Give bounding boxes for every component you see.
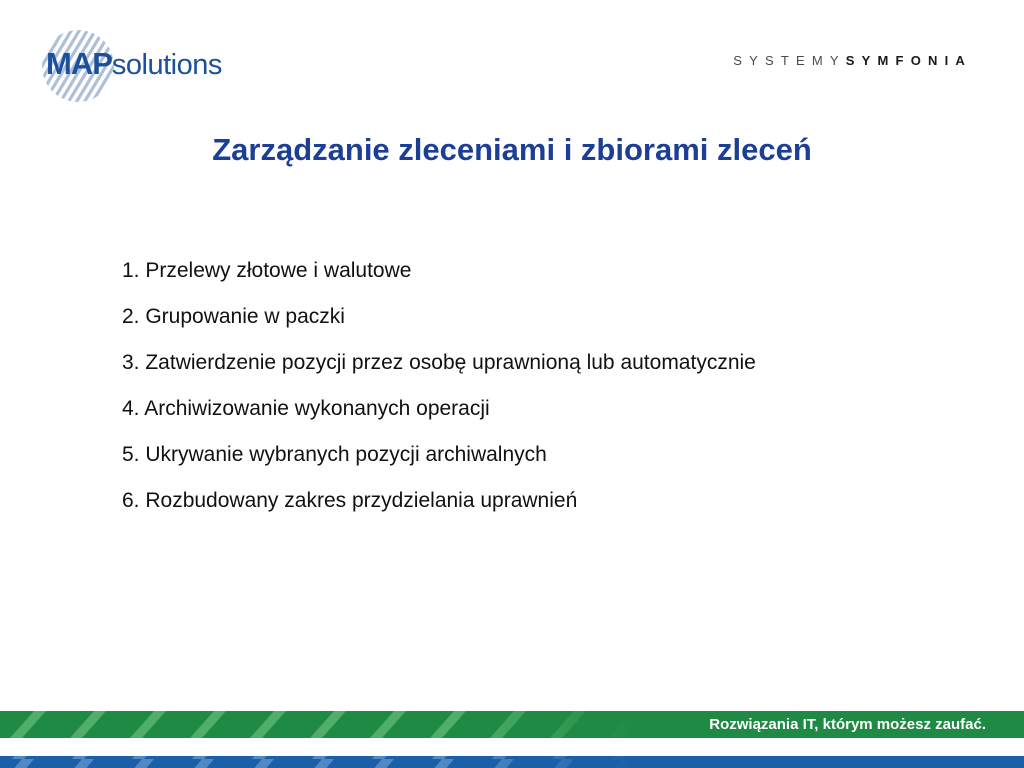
list-item: 4. Archiwizowanie wykonanych operacji [122, 397, 490, 420]
brand-symfonia: SYMFONIA [845, 53, 972, 68]
list-item: 5. Ukrywanie wybranych pozycji archiwalnych [122, 443, 547, 466]
logo-solutions-text: solutions [111, 49, 222, 81]
list-item: 2. Grupowanie w paczki [122, 305, 345, 328]
mapsolutions-logo [38, 26, 258, 106]
list-item: 6. Rozbudowany zakres przydzielania uprawnień [122, 489, 578, 512]
logo-map-text: MAP [46, 46, 112, 81]
list-item: 1. Przelewy złotowe i walutowe [122, 259, 412, 282]
brand-systemy: SYSTEMY [733, 53, 846, 68]
logo-wordmark [46, 48, 222, 80]
systemy-symfonia-brand [733, 54, 972, 67]
slide-title: Zarządzanie zleceniami i zbiorami zleceń [212, 132, 812, 167]
feature-list [122, 257, 756, 533]
list-item: 3. Zatwierdzenie pozycji przez osobę uprawnioną lub automatycznie [122, 351, 756, 374]
footer-tagline: Rozwiązania IT, którym możesz zaufać. [709, 716, 986, 733]
